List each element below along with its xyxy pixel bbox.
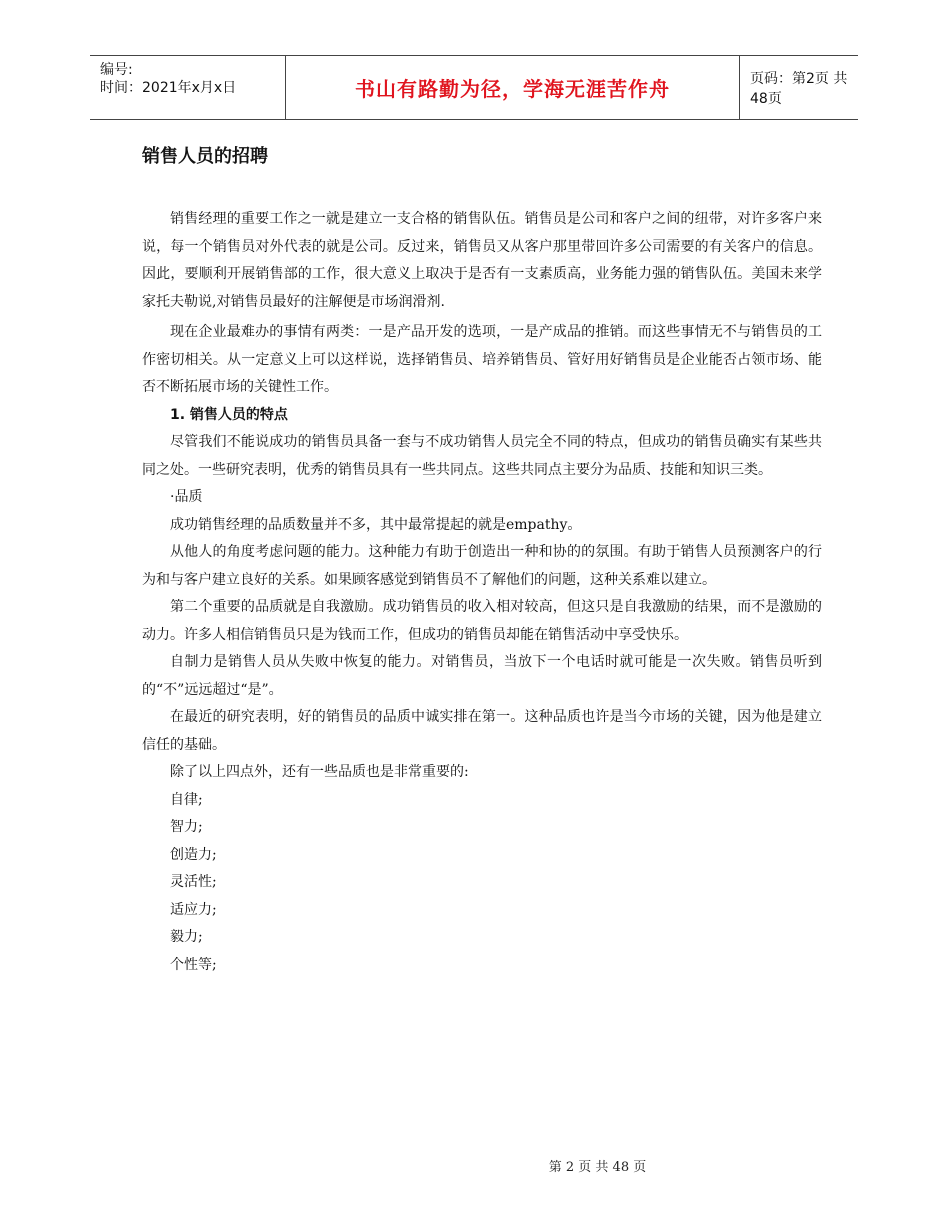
page-title: 销售人员的招聘 [142, 146, 268, 167]
header-slogan: 书山有路勤为径，学海无涯苦作舟 [355, 77, 670, 101]
header-page-info: 页码：第2页 共48页 [750, 70, 848, 107]
paragraph: 自制力是销售人员从失败中恢复的能力。对销售员，当放下一个电话时就可能是一次失败。销售员听到的“不”远远超过“是”。 [142, 654, 822, 698]
paragraph: 第二个重要的品质就是自我激励。成功销售员的收入相对较高，但这只是自我激励的结果，而不是激励的动力。许多人相信销售员只是为钱而工作，但成功的销售员却能在销售活动中享受快乐。 [142, 599, 822, 643]
paragraph: 除了以上四点外，还有一些品质也是非常重要的: [170, 764, 469, 780]
paragraph: 在最近的研究表明，好的销售员的品质中诚实排在第一。这种品质也许是当今市场的关键，因为他是建立信任的基础。 [142, 709, 822, 753]
list-item: 个性等; [170, 956, 217, 973]
list-item: 创造力; [170, 846, 217, 863]
list-item: 毅力; [170, 929, 203, 945]
paragraph: 销售经理的重要工作之一就是建立一支合格的销售队伍。销售员是公司和客户之间的纽带，对许多客户来说，每一个销售员对外代表的就是公司。反过来，销售员又从客户那里带回许多公司需要的有关客户的信息。因此，要顺利开展销售部的工作，很大意义上取决于是否有一支素质高，业务能力强的销售队伍。美国未来学家托夫勒说,对销售员最好的注解便是市场润滑剂. [142, 211, 822, 310]
section-heading: 1. 销售人员的特点 [170, 406, 288, 423]
page-footer [0, 1156, 950, 1175]
document-body [142, 138, 822, 979]
paragraph: ·品质 [170, 489, 203, 505]
paragraph: 尽管我们不能说成功的销售员具备一套与不成功销售人员完全不同的特点，但成功的销售员确实有某些共同之处。一些研究表明，优秀的销售员具有一些共同点。这些共同点主要分为品质、技能和知识三类。 [142, 434, 822, 478]
list-item: 智力; [170, 819, 203, 835]
header-slogan-cell [285, 56, 740, 119]
list-item: 灵活性; [170, 874, 217, 890]
document-number-label: 编号: [100, 62, 133, 78]
document-time-label: 时间：2021年x月x日 [100, 80, 237, 96]
header-meta [90, 56, 285, 119]
paragraph: 从他人的角度考虑问题的能力。这种能力有助于创造出一种和协的的氛围。有助于销售人员预测客户的行为和与客户建立良好的关系。如果顾客感觉到销售员不了解他们的问题，这种关系难以建立。 [142, 544, 822, 588]
paragraph: 现在企业最难办的事情有两类：一是产品开发的选项，一是产成品的推销。而这些事情无不与销售员的工作密切相关。从一定意义上可以这样说，选择销售员、培养销售员、管好用好销售员是企业能否占领市场、能否不断拓展市场的关键性工作。 [142, 324, 822, 395]
paragraph: 成功销售经理的品质数量并不多，其中最常提起的就是empathy。 [170, 516, 582, 533]
document-header [90, 55, 858, 120]
list-item: 适应力; [170, 901, 217, 918]
list-item: 自律; [170, 791, 203, 808]
footer-page-number: 第 2 页 共 48 页 [548, 1160, 647, 1175]
